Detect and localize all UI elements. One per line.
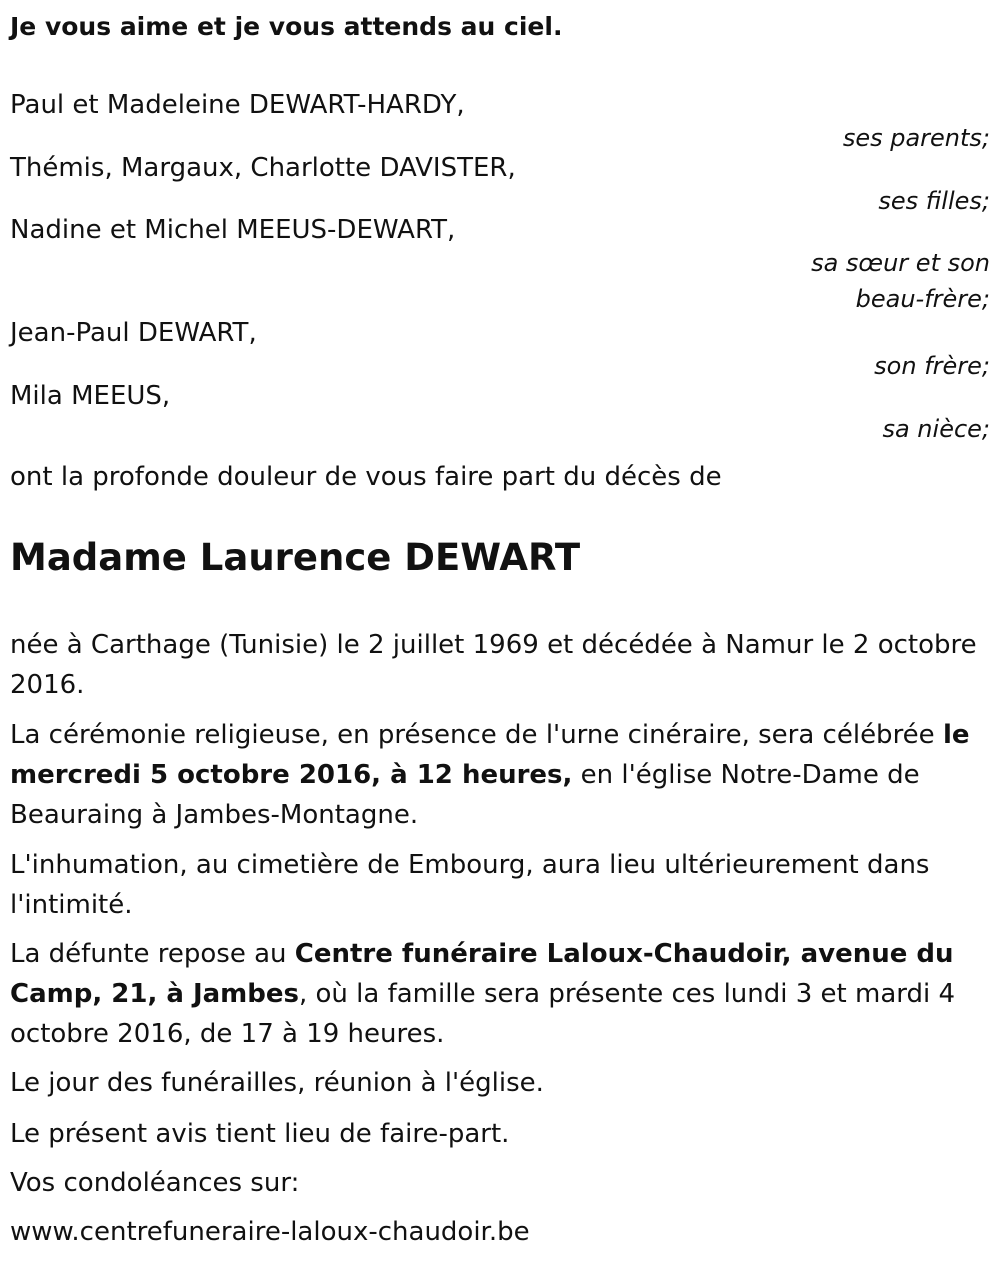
repose-location: Centre funéraire Laloux-Chaudoir, avenue du Camp, 21, à Jambes xyxy=(10,939,954,1009)
repose-text: La défunte repose au xyxy=(10,939,295,969)
family-member-parents xyxy=(10,90,990,156)
repose-visiting-hours: , où la famille sera présente ces lundi 3 et mardi 4 octobre 2016, de 17 à 19 heures. xyxy=(10,979,956,1049)
burial-info: L'inhumation, au cimetière de Embourg, aura lieu ultérieurement dans l'intimité. xyxy=(10,850,930,920)
family-member-niece xyxy=(10,381,990,447)
family-member-relation: ses parents; xyxy=(842,124,990,152)
birth-death-info: née à Carthage (Tunisie) le 2 juillet 1969 et décédée à Namur le 2 octobre 2016. xyxy=(10,630,977,700)
deceased-name: Madame Laurence DEWART xyxy=(10,536,581,579)
family-member-name: Paul et Madeleine DEWART-HARDY, xyxy=(10,90,465,120)
family-member-brother xyxy=(10,318,990,384)
family-member-name: Mila MEEUS, xyxy=(10,381,171,411)
family-member-sister xyxy=(10,215,990,317)
condolences-label: Vos condoléances sur: xyxy=(10,1168,300,1198)
family-member-relation: son frère; xyxy=(874,352,990,380)
family-member-relation: sa sœur et son xyxy=(811,249,990,277)
family-member-name: Nadine et Michel MEEUS-DEWART, xyxy=(10,215,456,245)
family-member-name: Jean-Paul DEWART, xyxy=(10,318,257,348)
family-member-relation: sa nièce; xyxy=(882,415,990,443)
announcement-intro: ont la profonde douleur de vous faire part du décès de xyxy=(10,462,722,492)
notice-text: Le présent avis tient lieu de faire-part. xyxy=(10,1119,510,1149)
ceremony-date: le mercredi 5 octobre 2016, à 12 heures, xyxy=(10,720,970,790)
ceremony-location: en l'église Notre-Dame de Beauraing à Jambes-Montagne. xyxy=(10,760,920,830)
ceremony-info xyxy=(10,715,992,835)
epigraph: Je vous aime et je vous attends au ciel. xyxy=(10,12,563,41)
meeting-info: Le jour des funérailles, réunion à l'église. xyxy=(10,1068,544,1098)
family-member-relation: ses filles; xyxy=(878,187,990,215)
repose-info xyxy=(10,934,992,1054)
ceremony-text: La cérémonie religieuse, en présence de l'urne cinéraire, sera célébrée xyxy=(10,720,943,750)
family-member-name: Thémis, Margaux, Charlotte DAVISTER, xyxy=(10,153,516,183)
family-member-daughters xyxy=(10,153,990,219)
family-member-relation: beau-frère; xyxy=(855,285,990,313)
condolences-website[interactable]: www.centrefuneraire-laloux-chaudoir.be xyxy=(10,1217,530,1247)
